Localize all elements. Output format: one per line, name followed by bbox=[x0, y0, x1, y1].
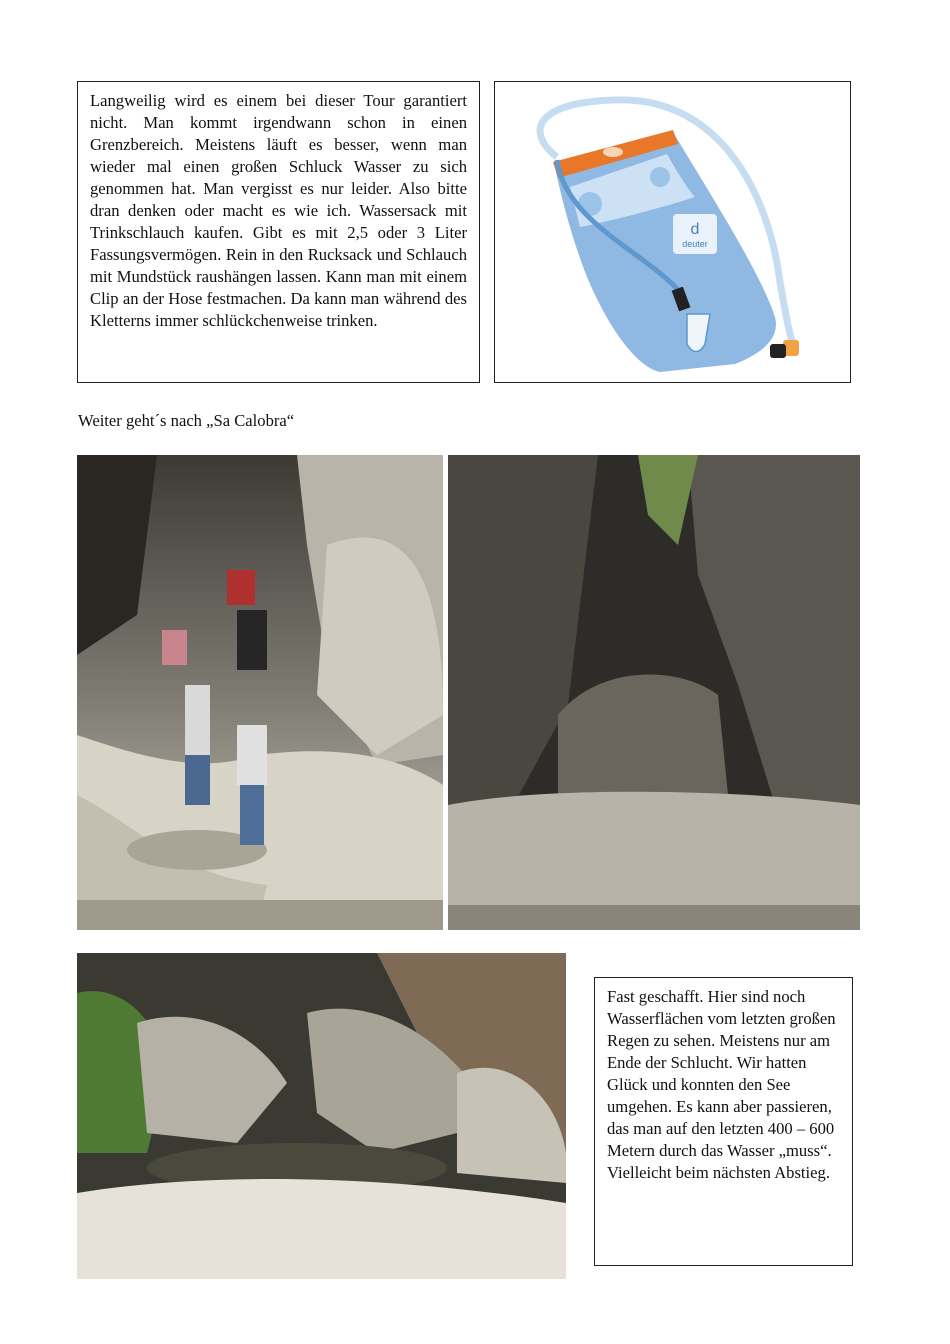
final-section-textbox bbox=[594, 977, 853, 1266]
hydration-tip-text: Langweilig wird es einem bei dieser Tour garantiert nicht. Man kommt irgendwann schon in einen Grenzbereich. Meistens läuft es besser, wenn man wieder mal einen großen Schluck Wasser zu sich genommen hat. Man vergisst es nur leider. Also bitte dran denken oder macht es wie ich. Wassersack mit Trinkschlauch kaufen. Gibt es mit 2,5 oder 3 Liter Fassungsvermögen. Rein in den Rucksack und Schlauch mit Mundstück raushängen lassen. Kann man mit einem Clip an der Hose festmachen. Da kann man während des Kletterns immer schlückchenweise trinken. bbox=[90, 91, 467, 330]
final-section-text: Fast geschafft. Hier sind noch Wasserflächen vom letzten großen Regen zu sehen. Meistens nur am Ende der Schlucht. Wir hatten Glück und konnten den See umgehen. Es kann aber passieren, das man auf den letzten 400 – 600 Metern durch das Wasser „muss“. Vielleicht beim nächsten Abstieg. bbox=[607, 987, 836, 1182]
svg-text:d: d bbox=[690, 221, 700, 238]
deuter-logo: deuter bbox=[682, 239, 708, 249]
canyon-boulder-photo bbox=[448, 455, 860, 930]
canyon-hikers-photo bbox=[77, 455, 443, 930]
hydration-bladder-illustration bbox=[495, 82, 850, 382]
hydration-bladder-image bbox=[494, 81, 851, 383]
section-caption: Weiter geht´s nach „Sa Calobra“ bbox=[78, 411, 295, 430]
hydration-tip-textbox bbox=[77, 81, 480, 383]
canyon-pool-photo bbox=[77, 953, 566, 1279]
